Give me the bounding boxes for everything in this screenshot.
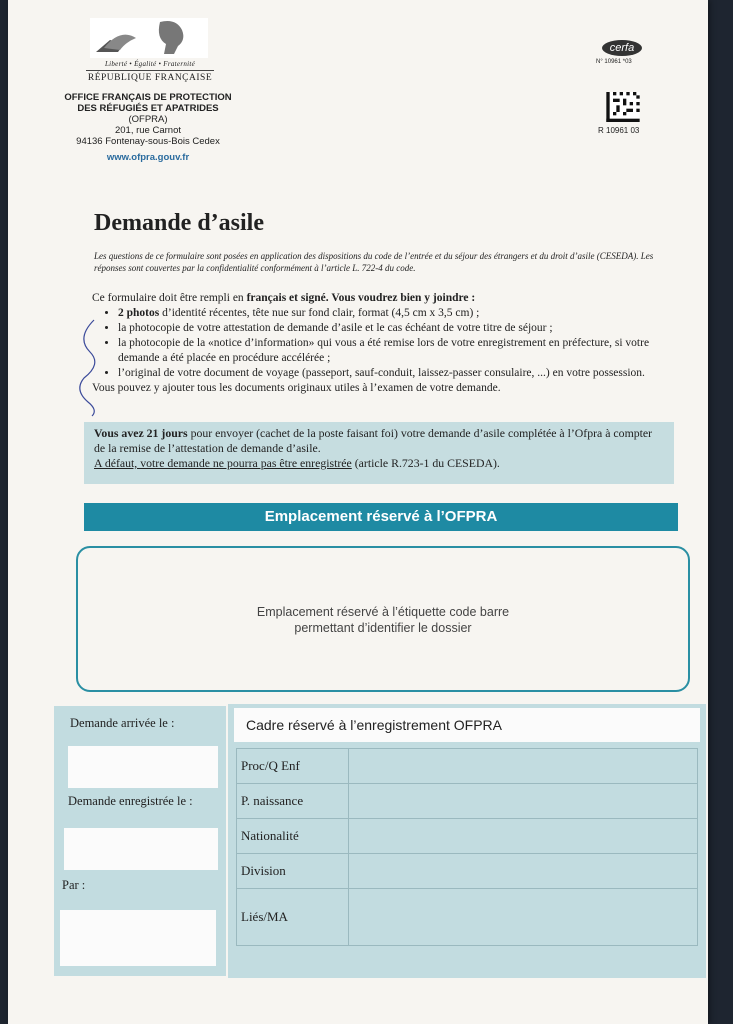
row-label: P. naissance [237, 784, 349, 819]
reserved-banner: Emplacement réservé à l’OFPRA [84, 503, 678, 531]
cerfa-number: N° 10961 *03 [596, 59, 632, 65]
barcode-zone-text [78, 604, 688, 636]
registration-panel [228, 704, 706, 978]
row-label: Liés/MA [237, 889, 349, 946]
by-field[interactable] [60, 910, 216, 966]
table-row [237, 819, 698, 854]
notice-warning: A défaut, votre demande ne pourra pas être enregistrée [94, 456, 352, 470]
website-link[interactable]: www.ofpra.gouv.fr [106, 152, 190, 163]
org-line2: DES RÉFUGIÉS ET APATRIDES [77, 103, 219, 114]
instructions-lead [92, 291, 672, 306]
address-line1: 201, rue Carnot [114, 125, 181, 136]
row-field[interactable] [349, 749, 698, 784]
attachments-list [92, 306, 672, 381]
arrived-field[interactable] [68, 746, 218, 788]
intro-text: Les questions de ce formulaire sont posées en application des dispositions du code de l’entrée et du séjour des étrangers et du droit d’asile (CESEDA). Les réponses sont couvertes par la confidentialité conformément à l’article L. 722-4 du code. [94, 251, 654, 273]
pen-annotation [74, 318, 104, 418]
registered-label: Demande enregistrée le : [68, 794, 193, 808]
row-label: Nationalité [237, 819, 349, 854]
org-block [48, 92, 248, 163]
item-bold: 2 photos [118, 307, 160, 319]
item-text: l’original de votre document de voyage (passeport, sauf-conduit, laissez-passer consulaire, ...) en votre possession. [118, 367, 645, 379]
barcode-line1: Emplacement réservé à l’étiquette code barre [256, 605, 510, 619]
table-row [237, 854, 698, 889]
row-field[interactable] [349, 854, 698, 889]
list-item [118, 306, 672, 321]
registration-title: Cadre réservé à l’enregistrement OFPRA [234, 708, 700, 742]
item-text: d’identité récentes, tête nue sur fond clair, format (4,5 cm x 3,5 cm) ; [159, 307, 480, 319]
address-line2: 94136 Fontenay-sous-Bois Cedex [76, 136, 220, 147]
by-label: Par : [62, 878, 86, 892]
org-line1: OFFICE FRANÇAIS DE PROTECTION [64, 92, 232, 103]
registered-field[interactable] [64, 828, 218, 870]
cerfa-logo: cerfa [602, 40, 642, 56]
list-item [118, 336, 672, 366]
reception-panel [54, 706, 226, 976]
marianne-logo [90, 18, 208, 58]
arrived-label: Demande arrivée le : [70, 716, 175, 730]
row-field[interactable] [349, 819, 698, 854]
list-item [118, 366, 672, 381]
row-field[interactable] [349, 889, 698, 946]
lead-bold: français et signé. Vous voudrez bien y joindre : [246, 292, 476, 304]
notice-bold: Vous avez 21 jours [94, 426, 188, 440]
barcode-line2: permettant d’identifier le dossier [294, 621, 472, 635]
form-reference: R 10961 03 [598, 126, 640, 135]
item-text: la photocopie de la «notice d’information» qui vous a été remise lors de votre enregistrement en préfecture, si votre demande a été placée en procédure accélérée ; [118, 337, 650, 364]
instructions-footer: Vous pouvez y ajouter tous les documents originaux utiles à l’examen de votre demande. [92, 382, 501, 394]
table-row [237, 889, 698, 946]
row-field[interactable] [349, 784, 698, 819]
row-label: Division [237, 854, 349, 889]
table-row [237, 784, 698, 819]
notice-text: pour envoyer (cachet de la poste faisant foi) votre demande d’asile complétée à l’Ofpra à compter de la remise de l’attestation de demande d’asile. [94, 426, 653, 455]
republic-label: RÉPUBLIQUE FRANÇAISE [86, 70, 214, 83]
registration-grid [236, 748, 698, 946]
page-title: Demande d’asile [94, 210, 264, 236]
lead-prefix: Ce formulaire doit être rempli en [92, 292, 247, 304]
list-item [118, 321, 672, 336]
datamatrix-code [606, 92, 640, 122]
notice-tail: (article R.723-1 du CESEDA). [351, 456, 500, 470]
deadline-notice [84, 422, 674, 484]
item-text: la photocopie de votre attestation de demande d’asile et le cas échéant de votre titre de séjour ; [118, 322, 553, 334]
instructions [92, 291, 672, 396]
org-abbr: (OFPRA) [128, 114, 168, 125]
table-row [237, 749, 698, 784]
motto: Liberté • Égalité • Fraternité [104, 60, 196, 68]
row-label: Proc/Q Enf [237, 749, 349, 784]
barcode-zone [76, 546, 690, 692]
